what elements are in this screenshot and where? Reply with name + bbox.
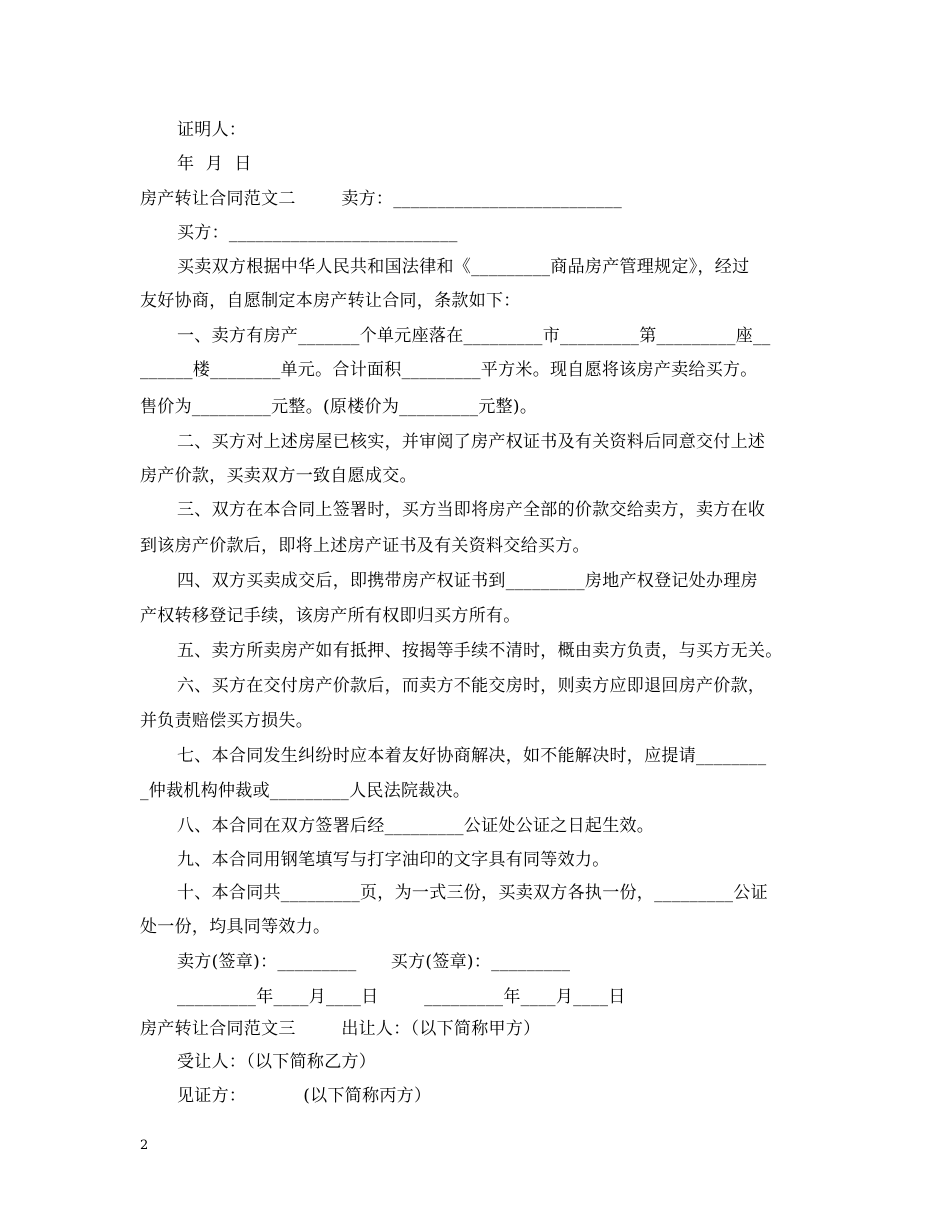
date-line: _________年____月____日 _________年____月____日 [177,987,626,1007]
paragraph-line: ______楼________单元。合计面积_________平方米。现自愿将该房产卖给买方。 [140,360,758,380]
paragraph-line: 买卖双方根据中华人民共和国法律和《_________商品房产管理规定》，经过 [177,257,750,277]
paragraph-line: 三、双方在本合同上签署时，买方当即将房产全部的价款交给卖方，卖方在收 [177,500,766,520]
paragraph-line: 九、本合同用钢笔填写与打字油印的文字具有同等效力。 [177,850,610,870]
paragraph-line: 七、本合同发生纠纷时应本着友好协商解决，如不能解决时，应提请________ [177,746,767,766]
paragraph-line: 八、本合同在双方签署后经_________公证处公证之日起生效。 [177,816,655,836]
text-line: 买方：__________________________ [177,223,458,243]
paragraph-line: 并负责赔偿买方损失。 [140,711,313,731]
section-heading-line: 房产转让合同范文三 出让人：（以下简称甲方） [140,1019,541,1039]
paragraph-line: 十、本合同共_________页，为一式三份，买卖双方各执一份，_________公证 [177,883,768,903]
paragraph-line: 四、双方买卖成交后，即携带房产权证书到_________房地产权登记处办理房 [177,571,758,591]
paragraph-line: 二、买方对上述房屋已核实，并审阅了房产权证书及有关资料后同意交付上述 [177,432,766,452]
paragraph-line: 产权转移登记手续，该房产所有权即归买方所有。 [140,606,521,626]
paragraph-line: 六、买方在交付房产价款后，而卖方不能交房时，则卖方应即退回房产价款， [177,676,766,696]
text-line: 见证方： (以下简称丙方） [177,1086,432,1106]
paragraph-line: 友好协商，自愿制定本房产转让合同，条款如下： [140,291,521,311]
signature-line: 卖方(签章)：_________ 买方(签章)：_________ [177,952,571,972]
text-line: 年 月 日 [177,154,252,174]
paragraph-line: _仲裁机构仲裁或_________人民法院裁决。 [140,781,471,801]
paragraph-line: 处一份，均具同等效力。 [140,917,331,937]
text-line: 受让人：（以下简称乙方） [177,1052,377,1072]
paragraph-line: 一、卖方有房产_______个单元座落在_________市_________第_________座__ [177,326,771,346]
paragraph-line: 到该房产价款后，即将上述房产证书及有关资料交给买方。 [140,536,590,556]
page-number: 2 [140,1138,149,1153]
text-line: 证明人： [177,120,247,140]
paragraph-line: 房产价款，买卖双方一致自愿成交。 [140,466,417,486]
paragraph-line: 售价为_________元整。(原楼价为_________元整)。 [140,397,538,417]
paragraph-line: 五、卖方所卖房产如有抵押、按揭等手续不清时，概由卖方负责，与买方无关。 [177,641,783,661]
section-heading-line: 房产转让合同范文二 卖方：__________________________ [140,189,623,209]
